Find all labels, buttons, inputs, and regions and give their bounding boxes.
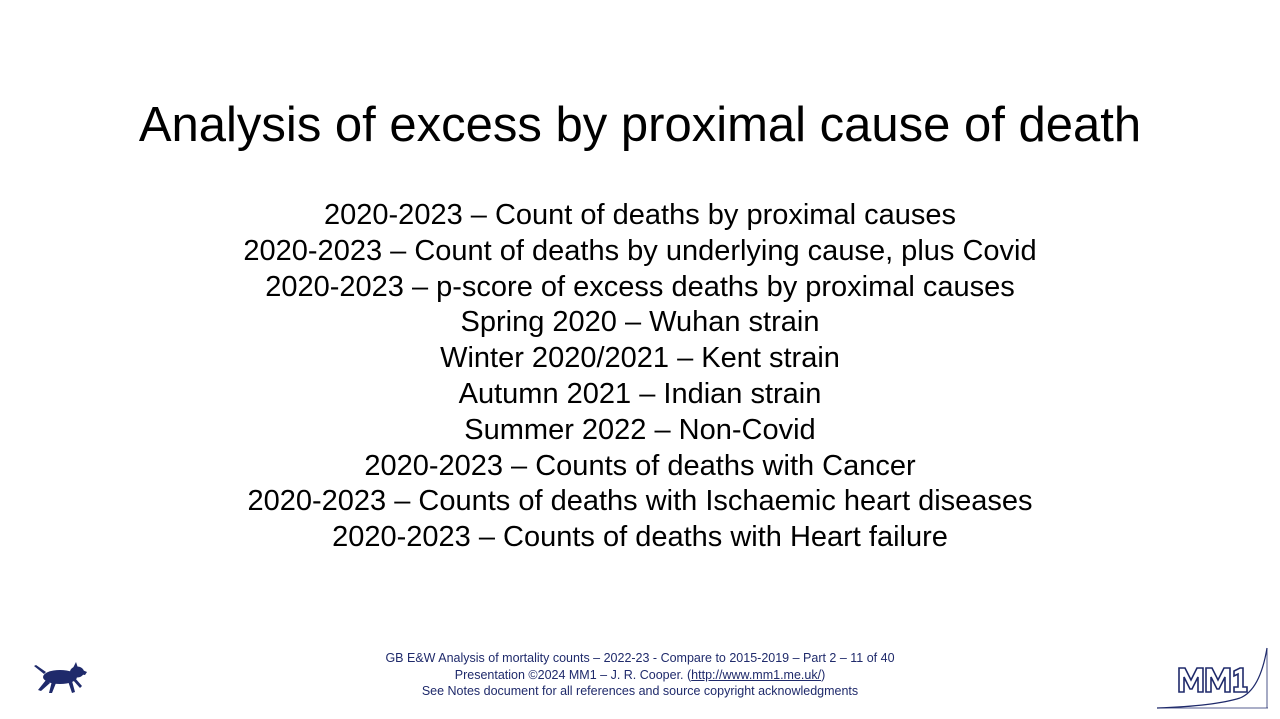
footer-line-presentation-info: GB E&W Analysis of mortality counts – 2022-23 - Compare to 2015-2019 – Part 2 – 11 of 40 <box>385 651 895 665</box>
agenda-item[interactable]: 2020-2023 – Count of deaths by underlying cause, plus Covid <box>243 234 1037 267</box>
agenda-item[interactable]: 2020-2023 – p-score of excess deaths by proximal causes <box>265 270 1015 303</box>
agenda-item[interactable]: 2020-2023 – Counts of deaths with Ischaemic heart diseases <box>247 485 1033 518</box>
agenda-item[interactable]: 2020-2023 – Counts of deaths with Cancer <box>364 449 916 482</box>
copyright-suffix: ) <box>821 667 826 682</box>
footer <box>290 650 990 700</box>
agenda-item[interactable]: 2020-2023 – Counts of deaths with Heart failure <box>332 521 948 554</box>
agenda-item[interactable]: Autumn 2021 – Indian strain <box>458 377 822 410</box>
agenda-item[interactable]: Summer 2022 – Non-Covid <box>464 413 816 446</box>
agenda-item[interactable]: Winter 2020/2021 – Kent strain <box>440 342 840 375</box>
running-dog-icon <box>32 656 88 696</box>
agenda-item[interactable]: 2020-2023 – Count of deaths by proximal causes <box>324 199 956 231</box>
footer-line-copyright <box>290 667 990 684</box>
agenda-item[interactable]: Spring 2020 – Wuhan strain <box>460 306 820 339</box>
footer-line-notes: See Notes document for all references and source copyright acknowledgments <box>421 684 859 698</box>
agenda-list <box>0 198 1280 556</box>
slide-title: Analysis of excess by proximal cause of death <box>138 98 1142 152</box>
copyright-text: Presentation ©2024 MM1 – J. R. Cooper. ( <box>454 667 692 682</box>
website-link[interactable]: http://www.mm1.me.uk/ <box>691 667 822 682</box>
mm1-logo-icon <box>1155 646 1270 710</box>
